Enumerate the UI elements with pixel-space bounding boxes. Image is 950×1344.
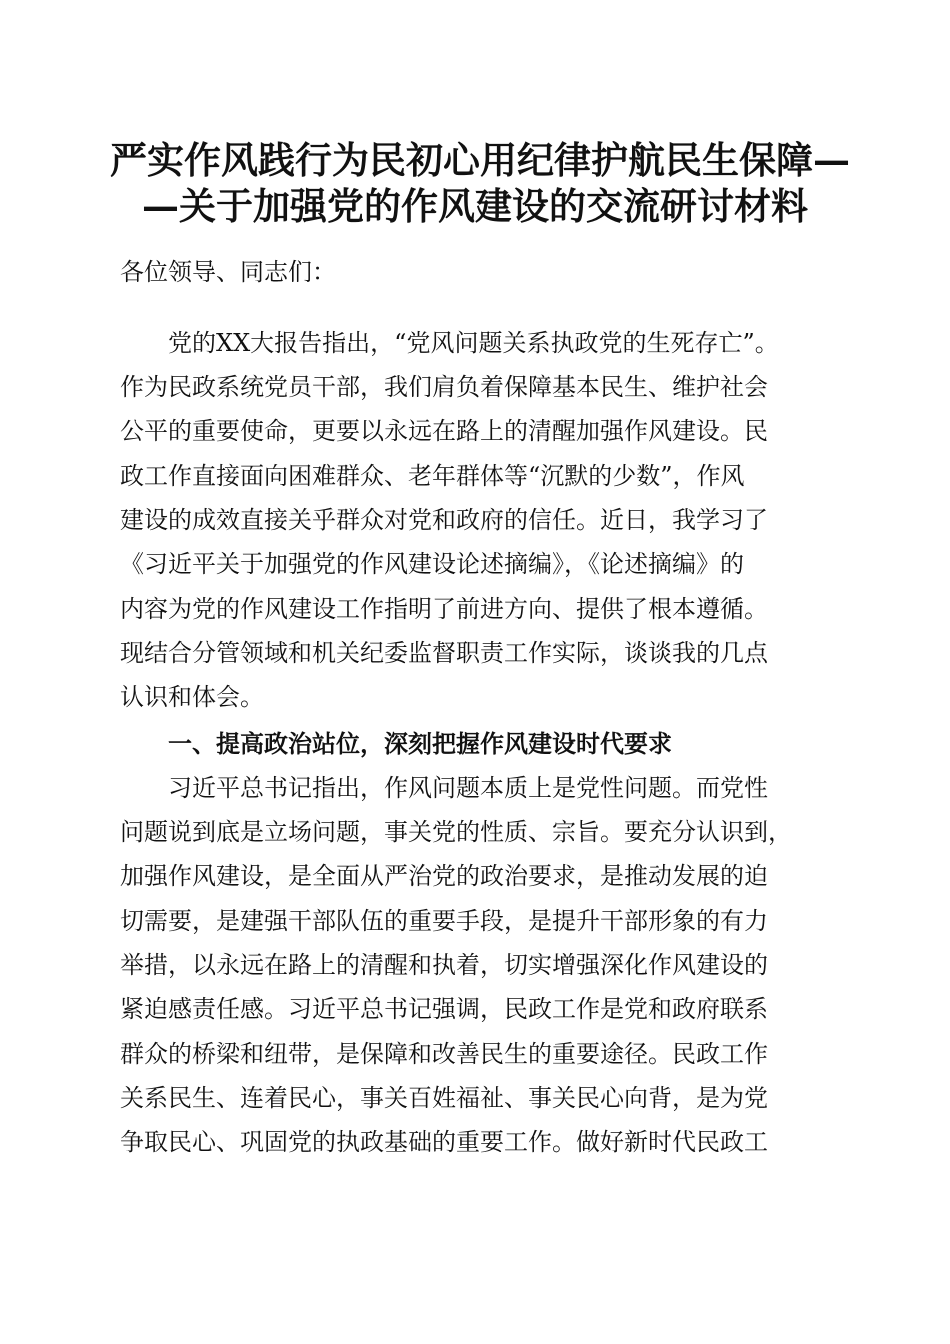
paragraph-1-line: 现结合分管领域和机关纪委监督职责工作实际，谈谈我的几点 — [120, 639, 768, 667]
paragraph-2-line: 加强作风建设，是全面从严治党的政治要求，是推动发展的迫 — [120, 862, 768, 890]
paragraph-2-line: 群众的桥梁和纽带，是保障和改善民生的重要途径。民政工作 — [120, 1040, 768, 1068]
paragraph-1-line: 作为民政系统党员干部，我们肩负着保障基本民生、维护社会 — [120, 373, 768, 401]
paragraph-2-line: 紧迫感责任感。习近平总书记强调，民政工作是党和政府联系 — [120, 995, 768, 1023]
paragraph-1-line: 认识和体会。 — [120, 683, 264, 711]
salutation: 各位领导、同志们： — [120, 258, 336, 286]
paragraph-1-line: 建设的成效直接关乎群众对党和政府的信任。近日，我学习了 — [120, 506, 768, 534]
paragraph-2-line: 争取民心、巩固党的执政基础的重要工作。做好新时代民政工 — [120, 1128, 768, 1156]
paragraph-1-line: 政工作直接面向困难群众、老年群体等“沉默的少数”，作风 — [120, 462, 745, 490]
paragraph-1-line: 公平的重要使命，更要以永远在路上的清醒加强作风建设。民 — [120, 417, 768, 445]
paragraph-2-line: 关系民生、连着民心，事关百姓福祉、事关民心向背，是为党 — [120, 1084, 768, 1112]
paragraph-2-line: 切需要，是建强干部队伍的重要手段，是提升干部形象的有力 — [120, 907, 768, 935]
paragraph-1-line: 党的XX大报告指出，“党风问题关系执政党的生死存亡”。 — [120, 329, 779, 357]
section-heading-1: 一、提高政治站位，深刻把握作风建设时代要求 — [168, 730, 672, 758]
paragraph-2-line: 举措，以永远在路上的清醒和执着，切实增强深化作风建设的 — [120, 951, 768, 979]
document-title-line-1: 严实作风践行为民初心用纪律护航民生保障— — [110, 138, 850, 182]
paragraph-2-line: 问题说到底是立场问题，事关党的性质、宗旨。要充分认识到， — [120, 818, 792, 846]
paragraph-2-line: 习近平总书记指出，作风问题本质上是党性问题。而党性 — [120, 774, 768, 802]
paragraph-1-line: 内容为党的作风建设工作指明了前进方向、提供了根本遵循。 — [120, 595, 768, 623]
document-title-line-2: —关于加强党的作风建设的交流研讨材料 — [142, 184, 808, 228]
paragraph-1-line: 《习近平关于加强党的作风建设论述摘编》，《论述摘编》的 — [120, 550, 744, 578]
